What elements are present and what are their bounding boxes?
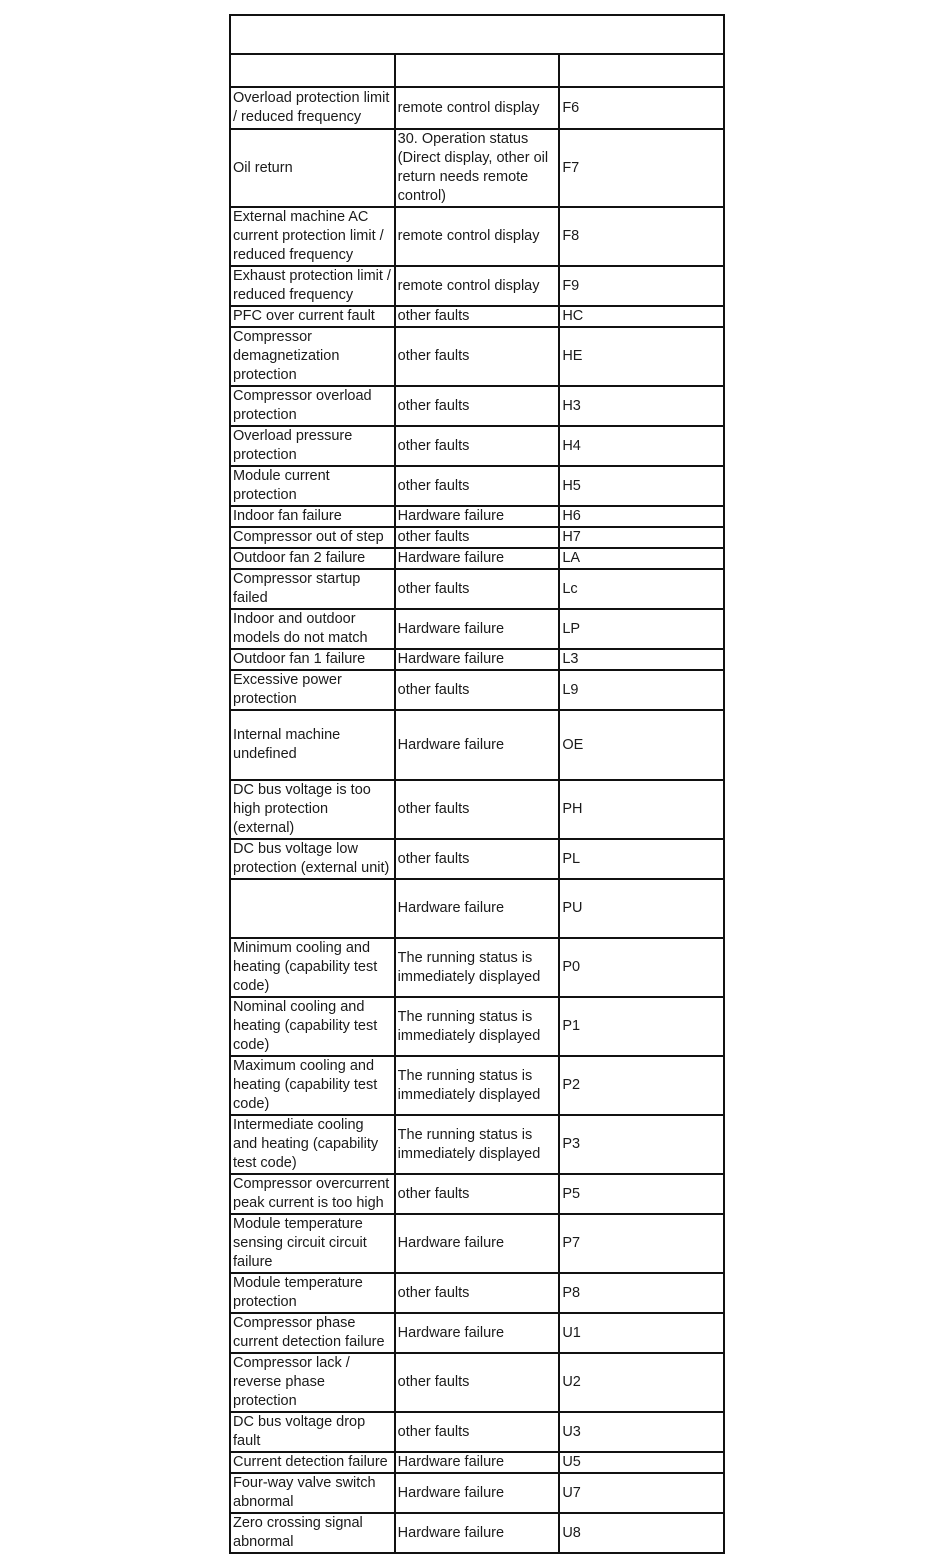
fault-code-cell: F7: [559, 129, 724, 207]
table-row: [230, 997, 724, 1056]
fault-type-cell: other faults: [395, 569, 560, 609]
table-row: [230, 207, 724, 266]
fault-code-cell: U1: [559, 1313, 724, 1353]
header-type: [395, 54, 560, 87]
fault-type-cell: Hardware failure: [395, 1513, 560, 1553]
fault-type-cell: other faults: [395, 466, 560, 506]
fault-name-cell: Intermediate cooling and heating (capability test code): [230, 1115, 395, 1174]
fault-type-cell: remote control display: [395, 87, 560, 129]
fault-name-cell: Indoor fan failure: [230, 506, 395, 527]
table-row: [230, 1174, 724, 1214]
fault-name-cell: Compressor lack / reverse phase protection: [230, 1353, 395, 1412]
fault-type-cell: other faults: [395, 1412, 560, 1452]
table-row: [230, 87, 724, 129]
table-row: [230, 670, 724, 710]
fault-table-body: [230, 15, 724, 1553]
fault-code-cell: LA: [559, 548, 724, 569]
fault-code-cell: PL: [559, 839, 724, 879]
table-row: [230, 710, 724, 780]
table-row: [230, 1115, 724, 1174]
fault-code-cell: P7: [559, 1214, 724, 1273]
fault-code-cell: P8: [559, 1273, 724, 1313]
table-row: [230, 1412, 724, 1452]
fault-code-cell: U2: [559, 1353, 724, 1412]
fault-name-cell: Nominal cooling and heating (capability test code): [230, 997, 395, 1056]
fault-code-cell: H3: [559, 386, 724, 426]
fault-name-cell: Current detection failure: [230, 1452, 395, 1473]
fault-type-cell: The running status is immediately displayed: [395, 938, 560, 997]
table-row: [230, 548, 724, 569]
fault-code-cell: HC: [559, 306, 724, 327]
table-title-row: [230, 15, 724, 54]
fault-code-cell: P1: [559, 997, 724, 1056]
table-row: [230, 649, 724, 670]
table-row: [230, 506, 724, 527]
fault-type-cell: other faults: [395, 386, 560, 426]
fault-code-cell: L3: [559, 649, 724, 670]
fault-type-cell: Hardware failure: [395, 710, 560, 780]
fault-name-cell: PFC over current fault: [230, 306, 395, 327]
fault-name-cell: Module current protection: [230, 466, 395, 506]
fault-code-cell: HE: [559, 327, 724, 386]
fault-type-cell: other faults: [395, 670, 560, 710]
fault-code-cell: P5: [559, 1174, 724, 1214]
fault-name-cell: Minimum cooling and heating (capability test code): [230, 938, 395, 997]
table-row: [230, 780, 724, 839]
fault-type-cell: Hardware failure: [395, 649, 560, 670]
fault-code-cell: LP: [559, 609, 724, 649]
fault-name-cell: Overload protection limit / reduced frequency: [230, 87, 395, 129]
fault-name-cell: DC bus voltage low protection (external unit): [230, 839, 395, 879]
fault-name-cell: Excessive power protection: [230, 670, 395, 710]
header-name: [230, 54, 395, 87]
fault-code-cell: H7: [559, 527, 724, 548]
fault-type-cell: Hardware failure: [395, 1473, 560, 1513]
fault-code-cell: P0: [559, 938, 724, 997]
fault-name-cell: External machine AC current protection limit / reduced frequency: [230, 207, 395, 266]
table-row: [230, 129, 724, 207]
table-row: [230, 609, 724, 649]
fault-type-cell: Hardware failure: [395, 879, 560, 938]
fault-type-cell: The running status is immediately displayed: [395, 1056, 560, 1115]
fault-name-cell: Zero crossing signal abnormal: [230, 1513, 395, 1553]
fault-code-cell: L9: [559, 670, 724, 710]
fault-name-cell: [230, 879, 395, 938]
fault-type-cell: other faults: [395, 527, 560, 548]
fault-name-cell: Maximum cooling and heating (capability test code): [230, 1056, 395, 1115]
fault-type-cell: other faults: [395, 426, 560, 466]
fault-code-cell: Lc: [559, 569, 724, 609]
fault-name-cell: Outdoor fan 1 failure: [230, 649, 395, 670]
fault-type-cell: other faults: [395, 306, 560, 327]
table-row: [230, 1273, 724, 1313]
table-row: [230, 527, 724, 548]
fault-code-cell: PH: [559, 780, 724, 839]
fault-type-cell: Hardware failure: [395, 609, 560, 649]
fault-code-cell: H4: [559, 426, 724, 466]
table-row: [230, 1353, 724, 1412]
fault-name-cell: Outdoor fan 2 failure: [230, 548, 395, 569]
table-row: [230, 386, 724, 426]
fault-name-cell: DC bus voltage is too high protection (external): [230, 780, 395, 839]
fault-name-cell: Oil return: [230, 129, 395, 207]
table-row: [230, 879, 724, 938]
fault-code-cell: F6: [559, 87, 724, 129]
fault-code-cell: U7: [559, 1473, 724, 1513]
fault-type-cell: other faults: [395, 1174, 560, 1214]
table-row: [230, 306, 724, 327]
table-row: [230, 1056, 724, 1115]
fault-type-cell: Hardware failure: [395, 1313, 560, 1353]
fault-code-cell: F9: [559, 266, 724, 306]
fault-type-cell: Hardware failure: [395, 1214, 560, 1273]
fault-type-cell: Hardware failure: [395, 1452, 560, 1473]
table-row: [230, 426, 724, 466]
fault-type-cell: Hardware failure: [395, 506, 560, 527]
fault-type-cell: other faults: [395, 1273, 560, 1313]
table-row: [230, 569, 724, 609]
fault-type-cell: other faults: [395, 839, 560, 879]
fault-name-cell: Indoor and outdoor models do not match: [230, 609, 395, 649]
fault-code-cell: PU: [559, 879, 724, 938]
fault-name-cell: Exhaust protection limit / reduced frequency: [230, 266, 395, 306]
fault-name-cell: Compressor overcurrent peak current is too high: [230, 1174, 395, 1214]
fault-name-cell: Compressor demagnetization protection: [230, 327, 395, 386]
table-row: [230, 327, 724, 386]
fault-code-cell: P3: [559, 1115, 724, 1174]
fault-name-cell: Compressor out of step: [230, 527, 395, 548]
fault-type-cell: remote control display: [395, 266, 560, 306]
header-code: [559, 54, 724, 87]
fault-type-cell: other faults: [395, 1353, 560, 1412]
fault-code-cell: OE: [559, 710, 724, 780]
fault-name-cell: Module temperature protection: [230, 1273, 395, 1313]
fault-type-cell: 30. Operation status (Direct display, other oil return needs remote control): [395, 129, 560, 207]
fault-name-cell: Compressor overload protection: [230, 386, 395, 426]
table-row: [230, 938, 724, 997]
fault-type-cell: The running status is immediately displayed: [395, 1115, 560, 1174]
fault-name-cell: Overload pressure protection: [230, 426, 395, 466]
table-row: [230, 1313, 724, 1353]
table-row: [230, 1214, 724, 1273]
table-row: [230, 266, 724, 306]
fault-code-cell: U8: [559, 1513, 724, 1553]
table-header-row: [230, 54, 724, 87]
fault-type-cell: remote control display: [395, 207, 560, 266]
fault-code-cell: F8: [559, 207, 724, 266]
table-row: [230, 1473, 724, 1513]
table-row: [230, 839, 724, 879]
fault-name-cell: Internal machine undefined: [230, 710, 395, 780]
table-row: [230, 1513, 724, 1553]
fault-code-cell: U3: [559, 1412, 724, 1452]
fault-type-cell: The running status is immediately displayed: [395, 997, 560, 1056]
fault-name-cell: Module temperature sensing circuit circuit failure: [230, 1214, 395, 1273]
fault-code-cell: U5: [559, 1452, 724, 1473]
fault-type-cell: Hardware failure: [395, 548, 560, 569]
fault-type-cell: other faults: [395, 780, 560, 839]
table-row: [230, 1452, 724, 1473]
fault-code-cell: P2: [559, 1056, 724, 1115]
fault-code-table: [229, 14, 725, 1554]
fault-code-cell: H5: [559, 466, 724, 506]
table-title: [230, 15, 724, 54]
fault-type-cell: other faults: [395, 327, 560, 386]
fault-name-cell: DC bus voltage drop fault: [230, 1412, 395, 1452]
fault-name-cell: Compressor phase current detection failure: [230, 1313, 395, 1353]
fault-name-cell: Four-way valve switch abnormal: [230, 1473, 395, 1513]
table-row: [230, 466, 724, 506]
fault-name-cell: Compressor startup failed: [230, 569, 395, 609]
fault-code-cell: H6: [559, 506, 724, 527]
